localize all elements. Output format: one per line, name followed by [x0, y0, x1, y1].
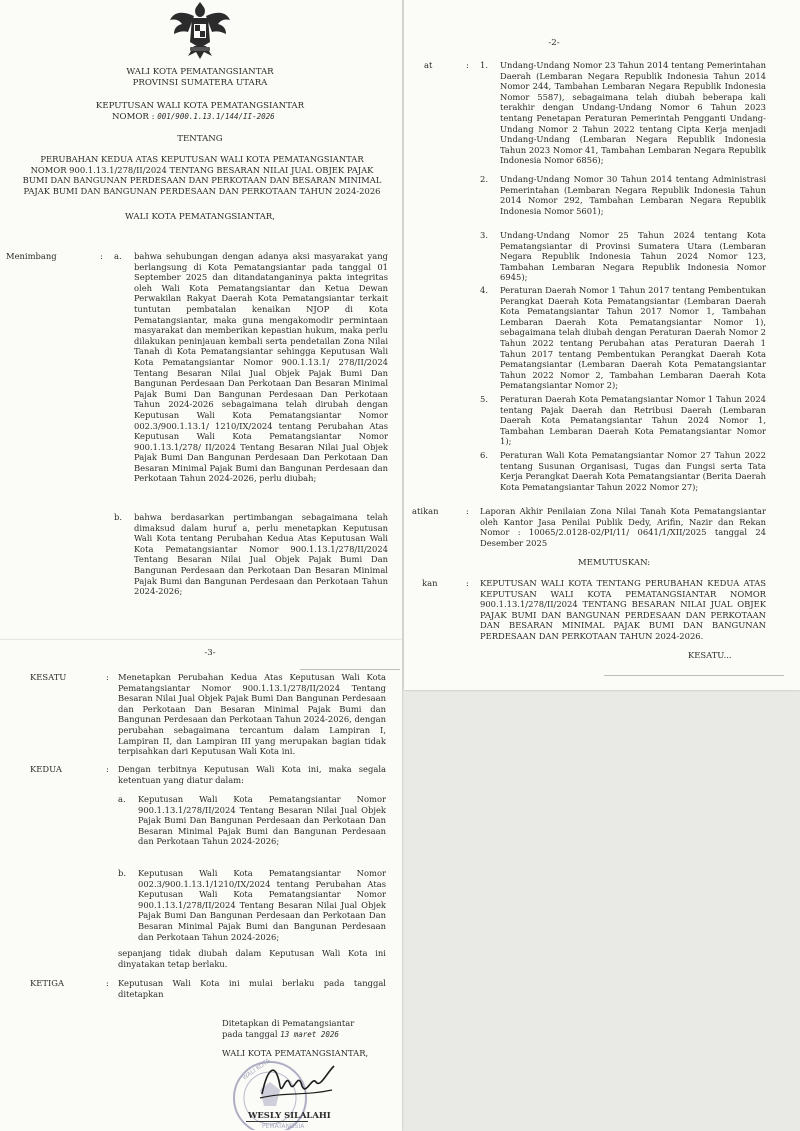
ketiga-label: KETIGA [30, 978, 65, 988]
memperhatikan-text: Laporan Akhir Penilaian Zona Nilai Tanah Kota Pematangsiantar oleh Kantor Jasa Penilai Publik Dedy, Arifin, Nazir dan Rekan Nomor : 10065/2.0128-02/PI/11/ 0641/1/XII/2025 tanggal 24 Desember 2025 [480, 506, 766, 548]
kesatu-text: Menetapkan Perubahan Kedua Atas Keputusan Wali Kota Pematangsiantar Nomor 900.1.13.1/278/II/2024 Tentang Besaran Nilai Jual Objek Pajak Bumi Dan Bangunan Perdesaan dan Perkotaan Dan Besaran Minimal Pajak Bumi dan Bangunan Perdesaan dan Perkotaan Tahun 2024-2026, dengan perubahan sebagaimana tercantum dalam Lampiran I, Lampiran II, dan Lampiran III yang merupakan bagian tidak terpisahkan dari Keputusan Wali Kota ini. [118, 672, 386, 757]
page-3 [0, 640, 402, 1131]
item-5-marker: 5. [480, 394, 488, 404]
nomor-label: NOMOR : [112, 112, 155, 122]
page-1 [0, 0, 402, 640]
page-number: -2- [548, 38, 560, 48]
authority-line: WALI KOTA PEMATANGSIANTAR, [125, 212, 275, 222]
menimbang-b-marker: b. [114, 512, 123, 522]
memutuskan-heading: MEMUTUSKAN: [577, 558, 651, 568]
nomor-handwritten: 001/900.1.13.1/144/II-2026 [157, 112, 275, 121]
item-3-marker: 3. [480, 230, 488, 240]
kedua-closing: sepanjang tidak diubah dalam Keputusan Wali Kota ini dinyatakan tetap berlaku. [118, 948, 386, 969]
signatory-name: WESLY SILALAHI [248, 1110, 331, 1120]
top-rule [300, 669, 400, 670]
item-1-text: Undang-Undang Nomor 23 Tahun 2014 tentang Pemerintahan Daerah (Lembaran Negara Republik Indonesia Tahun 2014 Nomor 244, Tambahan Lembaran Negara Republik Indonesia Nomor 5587), sebagaimana telah diubah beberapa kali terakhir dengan Undang-Undang Nomor 6 Tahun 2023 tentang Penetapan Peraturan Pemerintah Pengganti Undang-Undang Nomor 2 Tahun 2022 tentang Cipta Kerja menjadi Undang-Undang (Lembaran Negara Republik Indonesia Tahun 2023 Nomor 41, Tambahan Lembaran Negara Republik Indonesia Nomor 6856); [500, 60, 766, 166]
kedua-a-marker: a. [118, 794, 126, 804]
kedua-a-text: Keputusan Wali Kota Pematangsiantar Nomor 900.1.13.1/278/II/2024 Tentang Besaran Nilai Jual Objek Pajak Bumi Dan Bangunan Perdesaan dan Perkotaan Dan Besaran Minimal Pajak Bumi dan Bangunan Perdesaan dan Perkotaan Tahun 2024-2026; [138, 794, 386, 847]
tanggal-handwritten: 13 maret 2026 [280, 1030, 339, 1039]
issuer-province: PROVINSI SUMATERA UTARA [132, 78, 268, 88]
kesatu-label: KESATU [30, 672, 67, 682]
kedua-b-marker: b. [118, 868, 127, 878]
kedua-label: KEDUA [30, 764, 62, 774]
menimbang-a-text: bahwa sehubungan dengan adanya aksi masyarakat yang berlangsung di Kota Pematangsiantar pada tanggal 01 September 2025 dan ditandatanganinya pakta integritas oleh Wali Kota Pematangsiantar dan Ketua Dewan Perwakilan Rakyat Daerah Kota Pematangsiantar terkait tuntutan pembatalan kenaikan NJOP di Kota Pematangsiantar, maka guna mengakomodir permintaan masyarakat dan memberikan kepastian hukum, maka perlu dilakukan peninjauan kembali serta pendetailan Zona Nilai Tanah di Kota Pematangsiantar sehingga Keputusan Wali Kota Pematangsiantar Nomor 900.1.13.1/ 278/II/2024 Tentang Besaran Nilai Jual Objek Pajak Bumi Dan Bangunan Perdesaan Dan Perkotaan Dan Besaran Minimal Pajak Bumi Dan Bangunan Perdesaan Dan Perkotaan Tahun 2024-2026 sebagaimana telah dirubah dengan Keputusan Wali Kota Pematangsiantar Nomor 002.3/900.1.13.1/ 1210/IX/2024 tentang Perubahan Atas Keputusan Wali Kota Pematangsiantar Nomor 900.1.13.1/278/ II/2024 Tentang Besaran Nilai Jual Objek Pajak Bumi Dan Bangunan Perdesaan Dan Perkotaan Dan Besaran Minimal Pajak Bumi dan Bangunan Perdesaan dan Perkotaan Tahun 2024-2026, perlu diubah; [134, 251, 388, 484]
signatory-title: WALI KOTA PEMATANGSIANTAR, [222, 1048, 369, 1058]
item-2-marker: 2. [480, 174, 488, 184]
item-3-text: Undang-Undang Nomor 25 Tahun 2024 tentang Kota Pematangsiantar di Provinsi Sumatera Utara (Lembaran Negara Republik Indonesia Tahun 2024 Nomor 123, Tambahan Lembaran Negara Republik Indonesia Nomor 6945); [500, 230, 766, 283]
item-6-marker: 6. [480, 450, 488, 460]
item-6-text: Peraturan Wali Kota Pematangsiantar Nomor 27 Tahun 2022 tentang Susunan Organisasi, Tugas dan Fungsi serta Tata Kerja Perangkat Daerah Kota Pematangsiantar (Berita Daerah Kota Pematangsiantar Tahun 2022 Nomor 27); [500, 450, 766, 492]
kedua-b-text: Keputusan Wali Kota Pematangsiantar Nomor 002.3/900.1.13.1/1210/IX/2024 tentang Perubahan Atas Keputusan Wali Kota Pematangsiantar Nomor 900.1.13.1/278/II/2024 Tentang Besaran Nilai Jual Objek Pajak Bumi Dan Bangunan Perdesaan dan Perkotaan Dan Besaran Minimal Pajak Bumi dan Bangunan Perdesaan dan Perkotaan Tahun 2024-2026; [138, 868, 386, 942]
name-underline [246, 1121, 308, 1122]
item-2-text: Undang-Undang Nomor 30 Tahun 2014 tentang Administrasi Pemerintahan (Lembaran Negara Republik Indonesia Tahun 2014 Nomor 292, Tambahan Lembaran Negara Republik Indonesia Nomor 5601); [500, 174, 766, 216]
decree-subject: PERUBAHAN KEDUA ATAS KEPUTUSAN WALI KOTA PEMATANGSIANTAR NOMOR 900.1.13.1/278/II/2024 TENTANG BESARAN NILAI JUAL OBJEK PAJAK BUMI DAN BANGUNAN PERDESAAN DAN PERKOTAAN DAN BESARAN MINIMAL PAJAK BUMI DAN BANGUNAN PERDESAAN DAN PERKOTAAN TAHUN 2024-2026 [22, 154, 382, 196]
issuer-title: WALI KOTA PEMATANGSIANTAR [126, 67, 274, 77]
item-4-text: Peraturan Daerah Nomor 1 Tahun 2017 tentang Pembentukan Perangkat Daerah Kota Pematangsiantar (Lembaran Daerah Kota Pematangsiantar Tahun 2017 Nomor 1, Tambahan Lembaran Daerah Kota Pematangsiantar Nomor 1), sebagaimana telah diubah dengan Peraturan Daerah Nomor 2 Tahun 2022 tentang Perubahan atas Peraturan Daerah 1 Tahun 2017 tentang Pembentukan Perangkat Daerah Kota Pematangsiantar (Lembaran Daerah Kota Pematangsiantar Tahun 2022 Nomor 2, Tambahan Lembaran Daerah Kota Pematangsiantar Nomor 2); [500, 285, 766, 391]
tentang-heading: TENTANG [177, 134, 223, 144]
page-2 [404, 0, 800, 690]
decree-heading: KEPUTUSAN WALI KOTA PEMATANGSIANTAR [95, 101, 305, 111]
colon: : [100, 251, 103, 261]
menetapkan-label: kan [422, 578, 438, 588]
colon: : [466, 506, 469, 516]
colon: : [106, 764, 109, 774]
colon: : [466, 60, 469, 70]
colon: : [106, 978, 109, 988]
memperhatikan-label: atikan [412, 506, 439, 516]
mengingat-label: at [424, 60, 433, 70]
tanggal-label: pada tanggal [222, 1029, 278, 1039]
signature-icon [254, 1056, 338, 1106]
svg-text:WALI KOTA: WALI KOTA [241, 1057, 272, 1082]
menetapkan-text: KEPUTUSAN WALI KOTA TENTANG PERUBAHAN KEDUA ATAS KEPUTUSAN WALI KOTA PEMATANGSIANTAR NOMOR 900.1.13.1/278/II/2024 TENTANG BESARAN NILAI JUAL OBJEK PAJAK BUMI DAN BANGUNAN PERDESAAN DAN PERKOTAAN DAN BESARAN MINIMAL PAJAK BUMI DAN BANGUNAN PERDESAAN DAN PERKOTAAN TAHUN 2024-2026. [480, 578, 766, 641]
decree-number [112, 112, 312, 123]
garuda-emblem-icon [168, 2, 232, 60]
ditetapkan-di: Ditetapkan di Pematangsiantar [222, 1018, 355, 1028]
kedua-intro: Dengan terbitnya Keputusan Wali Kota ini, maka segala ketentuan yang diatur dalam: [118, 764, 386, 785]
menimbang-label: Menimbang [6, 251, 57, 261]
colon: : [466, 578, 469, 588]
bottom-rule [604, 675, 784, 676]
menimbang-b-text: bahwa berdasarkan pertimbangan sebagaimana telah dimaksud dalam huruf a, perlu menetapkan Keputusan Wali Kota tentang Perubahan Kedua Atas Keputusan Wali Kota Pematangsiantar Nomor 900.1.13.1/278/II/2024 Tentang Besaran Nilai Jual Objek Pajak Bumi Dan Bangunan Perdesaan dan Perkotaan Dan Besaran Minimal Pajak Bumi dan Bangunan Perdesaan dan Perkotaan Tahun 2024-2026; [134, 512, 388, 597]
catchword: KESATU... [688, 650, 732, 660]
tanggal-line [222, 1029, 339, 1041]
item-1-marker: 1. [480, 60, 488, 70]
page-number: -3- [204, 648, 216, 658]
ketiga-text: Keputusan Wali Kota ini mulai berlaku pada tanggal ditetapkan [118, 978, 386, 999]
svg-text:PEMATANGSIA: PEMATANGSIA [262, 1123, 305, 1130]
item-4-marker: 4. [480, 285, 488, 295]
item-5-text: Peraturan Daerah Kota Pematangsiantar Nomor 1 Tahun 2024 tentang Pajak Daerah dan Retribusi Daerah (Lembaran Daerah Kota Pematangsiantar Tahun 2024 Nomor 1, Tambahan Lembaran Daerah Kota Pematangsiantar Nomor 1); [500, 394, 766, 447]
menimbang-a-marker: a. [114, 251, 122, 261]
colon: : [106, 672, 109, 682]
